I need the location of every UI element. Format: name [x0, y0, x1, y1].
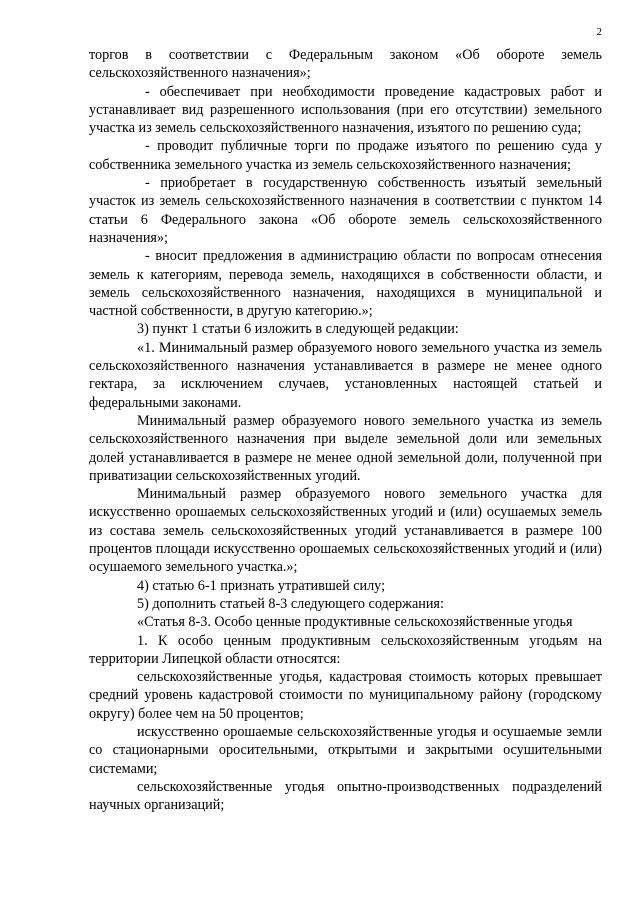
- article-heading: «Статья 8-3. Особо ценные продуктивные сельскохозяйственные угодья: [137, 614, 573, 631]
- paragraph-min-size: «1. Минимальный размер образуемого нового земельного участка из земель сельскохозяйственного назначения устанавливается в размере не менее одного гектара, за исключением случаев, установленных настоящей статьей и федеральными законами.: [89, 339, 602, 411]
- paragraph-min-size-share: Минимальный размер образуемого нового земельного участка из земель сельскохозяйственного назначения при выделе земельной доли или земельных долей устанавливается в размере не менее одной земельной доли, полученной при приватизации сельскохозяйственных угодий.: [89, 412, 602, 484]
- amendment-item-4: 4) статью 6-1 признать утратившей силу;: [137, 577, 386, 594]
- page-number: 2: [596, 26, 602, 38]
- clause-irrigated-lands: искусственно орошаемые сельскохозяйственные угодья и осушаемые земли со стационарными оросительными, открытыми и закрытыми осушительными системами;: [89, 723, 602, 777]
- amendment-item-3: 3) пункт 1 статьи 6 изложить в следующей редакции:: [137, 321, 459, 338]
- document-body: [89, 46, 602, 814]
- list-item-state-acquisition: - приобретает в государственную собственность изъятый земельный участок из земель сельскохозяйственного назначения в соответствии с пунктом 14 статьи 6 Федерального закона «Об обороте земель сельскохозяйственного назначения»;: [89, 175, 602, 246]
- clause-research-lands: сельскохозяйственные угодья опытно-производственных подразделений научных организаций;: [89, 778, 602, 814]
- article-clause-1: 1. К особо ценным продуктивным сельскохозяйственным угодьям на территории Липецкой области относятся:: [89, 632, 602, 667]
- list-item-proposals: - вносит предложения в администрацию области по вопросам отнесения земель к категориям, перевода земель, находящихся в собственности области, и земель сельскохозяйственного назначения, находящихся в муниципальной и частной собственности, в другую категорию.»;: [89, 248, 602, 320]
- paragraph-min-size-irrigated: Минимальный размер образуемого нового земельного участка для искусственно орошаемых сельскохозяйственных угодий и (или) осушаемых земель из состава земель сельскохозяйственных угодий устанавливается в размере 100 процентов площади искусственно орошаемых сельскохозяйственных угодий и (или) осушаемого земельного участка.»;: [89, 486, 602, 576]
- list-item-public-auction: - проводит публичные торги по продаже изъятого по решению суда у собственника земельного участка из земель сельскохозяйственного назначения;: [89, 138, 602, 173]
- clause-cadastral-value: сельскохозяйственные угодья, кадастровая стоимость которых превышает средний уровень кадастровой стоимости по муниципальному району (городскому округу) более чем на 50 процентов;: [89, 669, 602, 722]
- paragraph-trade-continuation: торгов в соответствии с Федеральным законом «Об обороте земель сельскохозяйственного назначения»;: [89, 47, 602, 82]
- list-item-cadastral-works: - обеспечивает при необходимости проведение кадастровых работ и устанавливает вид разрешенного использования (при его отсутствии) земельного участка из земель сельскохозяйственного назначения, изъятого по решению суда;: [89, 83, 602, 137]
- amendment-item-5: 5) дополнить статьей 8-3 следующего содержания:: [137, 595, 444, 612]
